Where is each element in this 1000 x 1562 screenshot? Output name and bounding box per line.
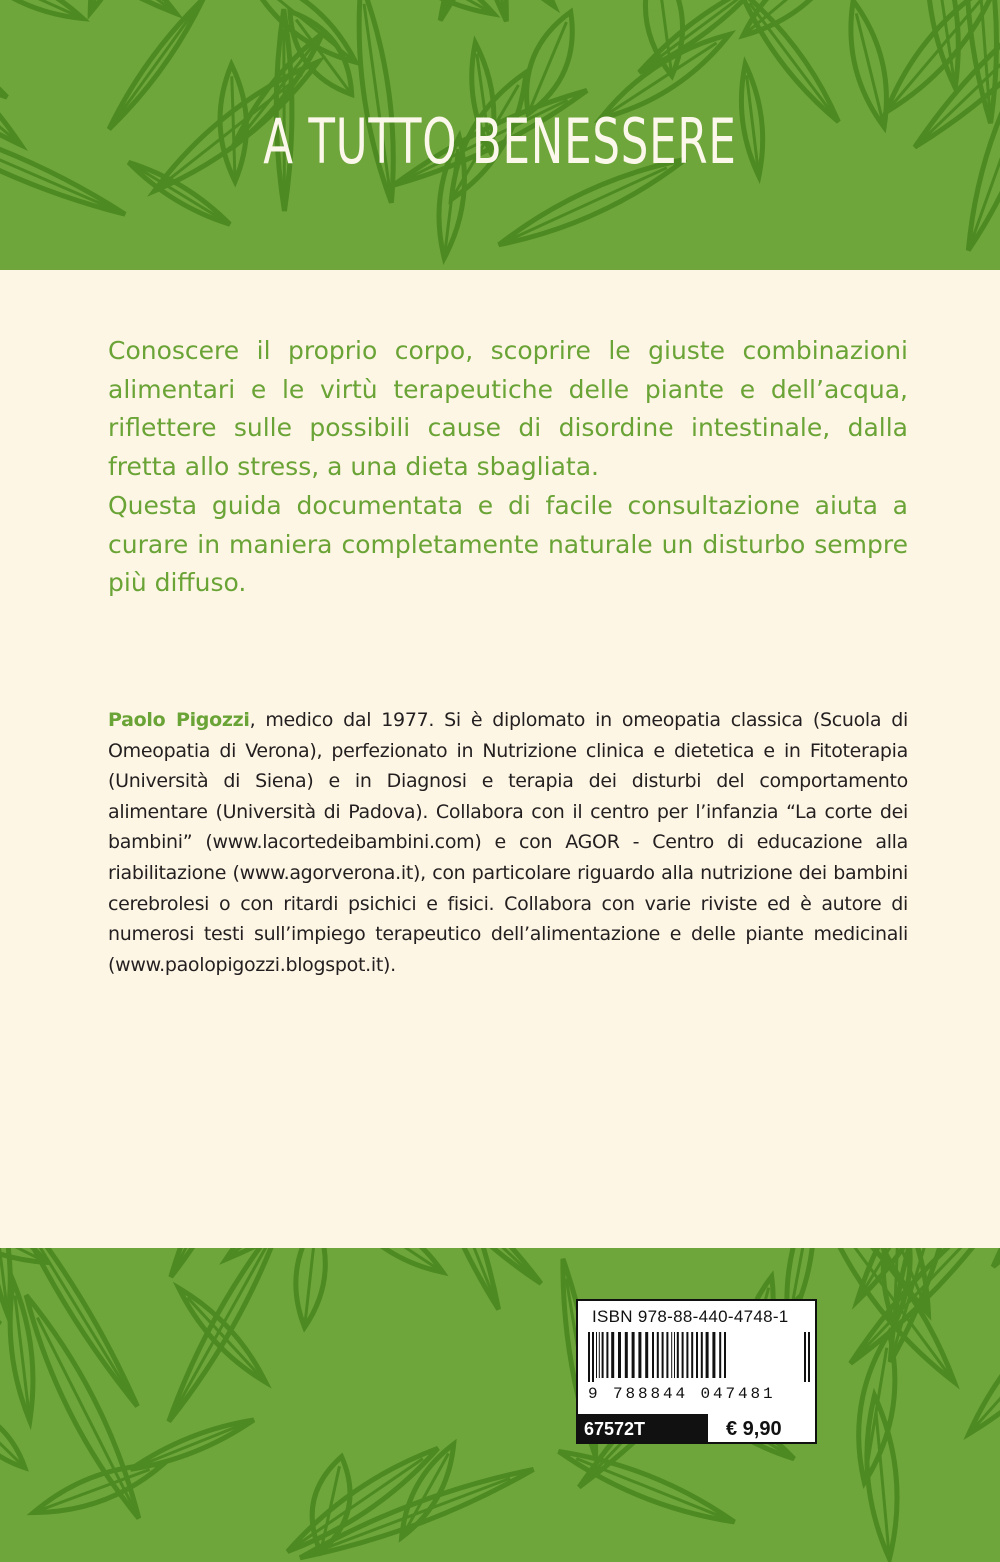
author-bio-text: , medico dal 1977. Si è diplomato in omeopatia classica (Scuola di Omeopatia di Verona), perfezionato in Nutrizione clinica e dietetica e in Fitoterapia (Università di Siena) e in Diagnosi e terapia dei disturbi del comportamento alimentare (Università di Padova). Collabora con il centro per l’infanzia “La corte dei bambini” (www.lacortedeibambini.com) e con AGOR - Centro di educazione alla riabilitazione (www.agorverona.it), con particolare riguardo alla nutrizione dei bambini cerebrolesi o con ritardi psichici e fisici. Collabora con varie riviste ed è autore di numerosi testi sull’impiego terapeutico dell’alimentazione e delle piante medicinali (www.paolopigozzi.blogspot.it). bbox=[108, 709, 908, 976]
product-code: 67572T bbox=[578, 1414, 706, 1444]
leaf-pattern-bottom bbox=[0, 1248, 1000, 1562]
bottom-leaf-band bbox=[0, 1248, 1000, 1562]
barcode-digits: 9 788844 047481 bbox=[588, 1385, 776, 1403]
blurb-paragraph-1: Conoscere il proprio corpo, scoprire le giuste combinazioni alimentari e le virtù terapeutiche delle piante e dell’acqua, riflettere sulle possibili cause di disordine intestinale, dalla fretta allo stress, a una dieta sbagliata. bbox=[108, 336, 908, 482]
isbn-barcode-box bbox=[576, 1299, 817, 1444]
series-title: A TUTTO BENESSERE bbox=[263, 105, 737, 178]
top-leaf-band bbox=[0, 0, 1000, 270]
author-name: Paolo Pigozzi bbox=[108, 709, 250, 731]
blurb-paragraph-2: Questa guida documentata e di facile consultazione aiuta a curare in maniera completamente naturale un disturbo sempre più diffuso. bbox=[108, 490, 908, 598]
barcode-icon bbox=[588, 1332, 810, 1382]
book-blurb bbox=[108, 332, 908, 603]
author-bio bbox=[108, 705, 908, 980]
isbn-label: ISBN 978-88-440-4748-1 bbox=[592, 1307, 789, 1326]
price-label: € 9,90 bbox=[706, 1414, 815, 1444]
